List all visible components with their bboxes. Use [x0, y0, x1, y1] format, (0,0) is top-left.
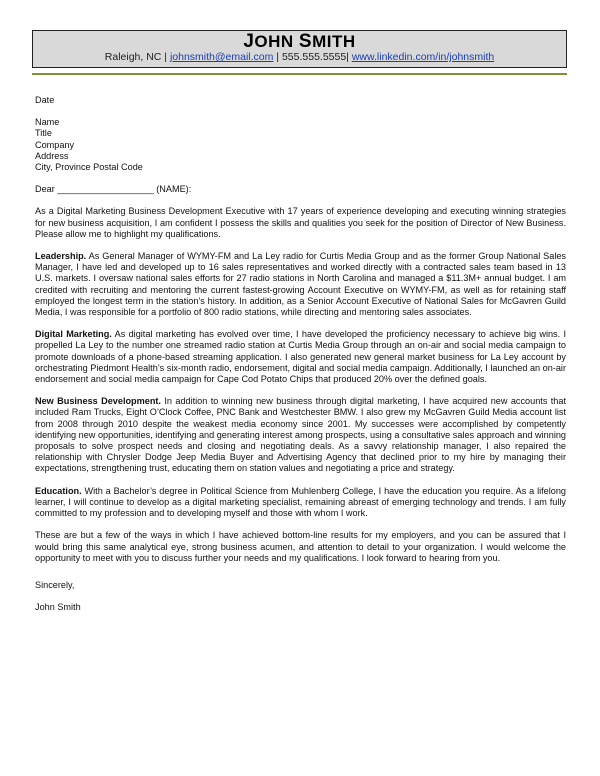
name-initial-last: S — [298, 31, 313, 52]
education-text: With a Bachelor’s degree in Political Science from Muhlenberg College, I have the education you require. As a lifelong learner, I will continue to develop as a digital marketing specialist, remaining abreast of emerging technology and trends. I am fully committed to my profession and to developing myself and those with whom I work. — [35, 485, 566, 519]
applicant-name — [33, 33, 566, 51]
digital-heading: Digital Marketing. — [35, 329, 112, 340]
leadership-text: As General Manager of WYMY-FM and La Ley radio for Curtis Media Group and as the former Group National Sales Manager, I have led and developed up to 16 sales representatives and worked directly with a contracted sales team based in 13 U.S. markets. I oversaw national sales efforts for 27 radio stations in North Carolina and managed a $11.3M+ annual budget. I am credited with recruiting and mentoring the current fastest-growing Account Executive on WYMY-FM, as well as for retaining staff employed the longest term in the station’s history. In addition, as a Senior Account Executive of National Sales for McGavren Guild Media, I was responsible for a portfolio of 800 radio stations, while directing and mentoring sales associates. — [35, 251, 566, 318]
digital-marketing-paragraph — [35, 329, 566, 385]
name-initial-first: J — [243, 31, 255, 52]
education-paragraph — [35, 486, 566, 520]
header-divider — [32, 73, 567, 75]
recipient-address — [35, 117, 566, 173]
letter-body — [35, 95, 566, 624]
intro-paragraph: As a Digital Marketing Business Development Executive with 17 years of experience developing and executing winning strategies for new business acquisition, I am confident I possess the skills and qualities you seek for the position of Director of New Business. Please allow me to highlight my qualifications. — [35, 206, 566, 239]
letter-date: Date — [35, 95, 55, 105]
recipient-address-line: Address — [35, 150, 69, 161]
education-heading: Education. — [35, 485, 82, 496]
signoff: Sincerely, — [35, 579, 75, 590]
signature-name: John Smith — [35, 602, 81, 613]
recipient-title: Title — [35, 128, 52, 139]
linkedin-link[interactable]: www.linkedin.com/in/johnsmith — [351, 51, 495, 63]
leadership-paragraph — [35, 251, 566, 318]
contact-line — [33, 51, 566, 64]
recipient-city: City, Province Postal Code — [35, 162, 143, 173]
salutation: Dear ___________________ (NAME): — [35, 184, 192, 195]
closing-paragraph: These are but a few of the ways in which I have achieved bottom-line results for my employers, and you can be assured that I would bring this same analytical eye, strong business acumen, and attention to detail to your organization. I would welcome the opportunity to meet with you to discuss further your needs and my qualifications. I look forward to hearing from you. — [35, 530, 566, 563]
recipient-name: Name — [35, 117, 60, 128]
email-link[interactable]: johnsmith@email.com — [169, 51, 274, 63]
name-rest-last: MITH — [312, 32, 356, 51]
location-text: Raleigh, NC | — [104, 51, 170, 63]
recipient-company: Company — [35, 139, 75, 150]
resume-header — [32, 30, 567, 68]
phone-text: | 555.555.5555| — [273, 51, 352, 63]
nbd-text: In addition to winning new business through digital marketing, I have acquired new accounts that included Ram Trucks, Eight O’Clock Coffee, PNC Bank and Westchester BMW. I also grew my McGavren Guild Media account list from 2008 through 2010 despite the weakest media economy since 2001. My successes were accomplished by competently identifying new opportunities, identifying and generating interest among prospects, using a consultative sales approach and winning proposals to solve prospect needs and closing and negotiating deals. As a savvy relationship manager, I also repaired the relationship with Chrysler Dodge Jeep Media Buyer and Advertising Agency that declined prior to my hire by managing their expectations, strengthening trust, educating them on station values and negotiating a price and strategy. — [35, 396, 566, 474]
nbd-heading: New Business Development. — [35, 396, 161, 407]
leadership-heading: Leadership. — [35, 251, 87, 262]
digital-text: As digital marketing has evolved over time, I have developed the proficiency necessary to achieve big wins. I propelled La Ley to the number one streamed radio station at Curtis Media Group through an on-air and social media campaign to promote downloads of a phone-based streaming application. I also generated new general market business for La Ley account by orchestrating Piedmont Health’s six-month radio, endorsement, digital and social media campaign. Additionally, I launched an on-air endorsement and social media campaign for Cape Cod Potato Chips that produced 20% over the defined goals. — [35, 329, 566, 385]
new-business-paragraph — [35, 396, 566, 474]
name-rest-first: OHN — [254, 32, 299, 51]
